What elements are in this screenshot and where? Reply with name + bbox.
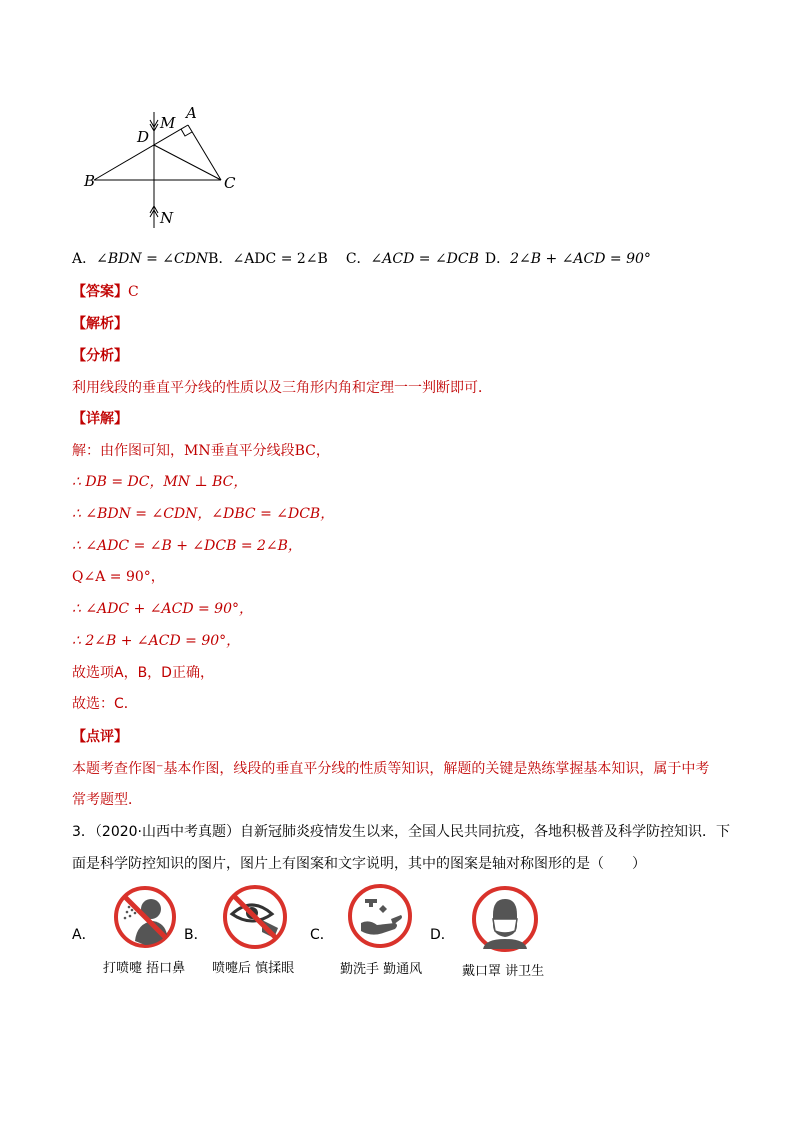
comment-text-1: 本题考查作图⁻基本作图，线段的垂直平分线的性质等知识，解题的关键是熟练掌握基本知识，属于中考 xyxy=(72,761,710,777)
q3-caption-c: 勤洗手 勤通风 xyxy=(340,962,423,977)
comment-tag: 【点评】 xyxy=(72,729,128,745)
option-a-label: A． xyxy=(72,251,97,267)
option-b-label: B． xyxy=(208,251,233,267)
label-b: B xyxy=(84,172,96,190)
step-6: ∴ ∠ADC + ∠ACD = 90°， xyxy=(72,601,253,617)
face-mask-icon xyxy=(471,885,539,953)
q3-option-d-label: D． xyxy=(430,927,455,943)
option-c-label: C． xyxy=(345,251,371,267)
label-d: D xyxy=(137,128,150,146)
handwash-icon xyxy=(347,883,413,949)
step-7: ∴ 2∠B + ∠ACD = 90°， xyxy=(72,633,241,649)
q3-caption-a: 打喷嚏 捂口鼻 xyxy=(103,961,186,976)
no-eye-rub-icon xyxy=(222,884,288,950)
q3-stem-1: 3．（2020·山西中考真题）自新冠肺炎疫情发生以来，全国人民共同抗疫，各地积极普及科学防控知识．下 xyxy=(72,824,730,840)
label-n: N xyxy=(160,209,174,227)
step-5: Q∠A = 90°， xyxy=(72,569,165,585)
analysis-line xyxy=(72,314,128,334)
q3-caption-b: 喷嚏后 慎揉眼 xyxy=(212,961,295,976)
fenxi-line xyxy=(72,346,128,366)
q3-option-a-label: A． xyxy=(72,927,96,943)
fenxi-text: 利用线段的垂直平分线的性质以及三角形内角和定理一一判断即可． xyxy=(72,380,492,396)
step-8: 故选项A，B，D正确， xyxy=(72,665,214,681)
option-c-expr: ∠ACD = ∠DCB xyxy=(370,251,479,267)
step-3: ∴ ∠BDN = ∠CDN，∠DBC = ∠DCB， xyxy=(72,506,335,522)
q3-stem-2: 面是科学防控知识的图片，图片上有图案和文字说明，其中的图案是轴对称图形的是（ ） xyxy=(72,856,646,872)
answer-tag: 【答案】 xyxy=(72,284,128,300)
q2-options xyxy=(72,249,651,269)
step-4: ∴ ∠ADC = ∠B + ∠DCB = 2∠B， xyxy=(72,538,302,554)
comment-line xyxy=(72,727,128,747)
q3-option-c-label: C． xyxy=(310,927,334,943)
analysis-tag: 【解析】 xyxy=(72,316,128,332)
sneeze-cover-icon xyxy=(113,885,177,949)
option-a-expr: ∠BDN = ∠CDN xyxy=(96,251,209,267)
label-a: A xyxy=(186,104,197,122)
option-d-label: D． xyxy=(484,251,511,267)
option-b-expr: ∠ADC = 2∠B xyxy=(232,251,328,267)
detail-line xyxy=(72,409,128,429)
step-9: 故选：C． xyxy=(72,696,138,712)
option-d-expr: 2∠B + ∠ACD = 90° xyxy=(510,251,651,267)
fenxi-tag: 【分析】 xyxy=(72,348,128,364)
answer-value: C xyxy=(128,284,139,300)
detail-tag: 【详解】 xyxy=(72,411,128,427)
q3-caption-d: 戴口罩 讲卫生 xyxy=(462,964,545,979)
q3-option-b-label: B． xyxy=(184,927,208,943)
answer-line xyxy=(72,282,139,302)
label-m: M xyxy=(160,114,176,132)
label-c: C xyxy=(224,174,236,192)
step-1: 解：由作图可知，MN垂直平分线段BC， xyxy=(72,443,330,459)
step-2: ∴ DB = DC，MN ⊥ BC， xyxy=(72,474,248,490)
comment-text-2: 常考题型． xyxy=(72,792,142,808)
